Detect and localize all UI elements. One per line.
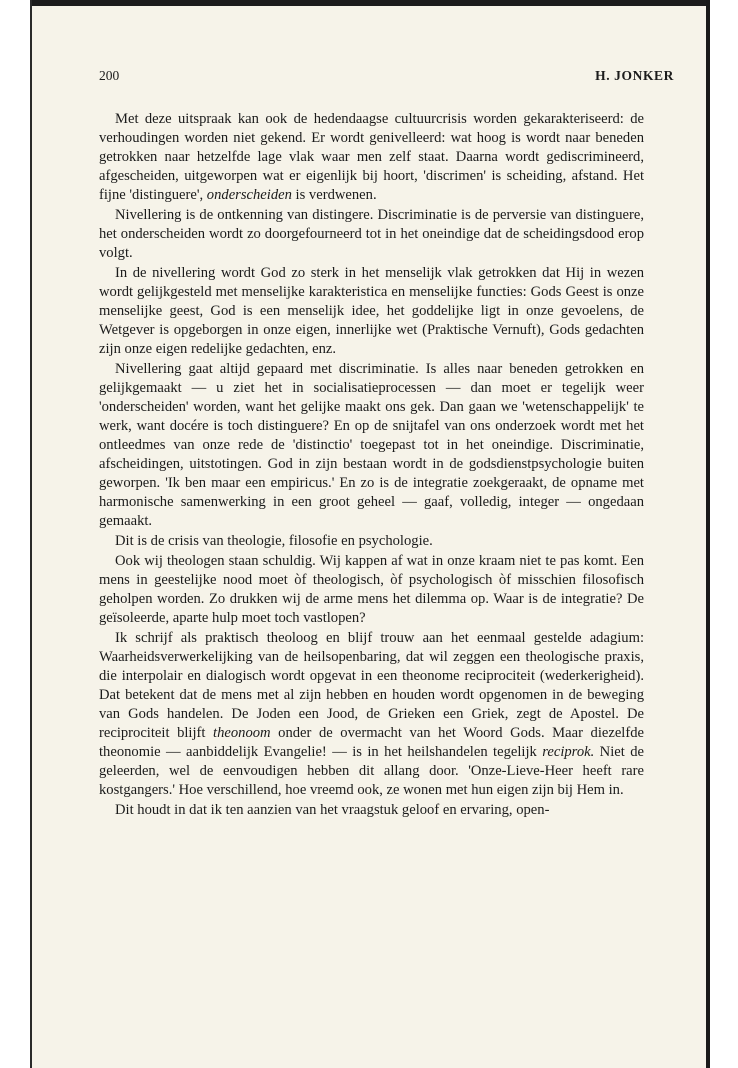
running-head-author: H. JONKER [595, 68, 674, 83]
text-run: Niet de geleerden, wel de eenvoudigen hebben dit allang door. 'Onze-Lieve-Heer heeft rare kostgangers.' Hoe verschillend, hoe vreemd ook, ze wonen met hun eigen zijn bij Hem in. [99, 743, 644, 798]
italic-text-run: theonoom [213, 725, 271, 741]
text-run: Nivellering is de ontkenning van distingere. Discriminatie is de perversie van distinguere, het onderscheiden wordt zo doorgefourneerd tot in het oneindige dat de scheidingsdood erop volgt. [99, 207, 644, 261]
paragraph [99, 110, 644, 205]
running-head [99, 68, 674, 90]
text-run: Dit houdt in dat ik ten aanzien van het vraagstuk geloof en ervaring, open- [115, 802, 550, 819]
paragraph [99, 264, 644, 359]
page-number: 200 [99, 68, 120, 83]
paragraph [99, 801, 644, 820]
text-run: Met deze uitspraak kan ook de hedendaagse cultuurcrisis worden gekarakteriseerd: de verhoudingen worden niet gekend. Er wordt genivelleerd: wat hoog is wordt naar beneden getrokken naar hetzelfde lage vlak waar men zelf staat. Daarna wordt gediscrimineerd, afgescheiden, uitgeworpen wat er eigenlijk bij hoort, 'discrimen' is scheiding, afstand. Het fijne 'distinguere', [99, 111, 644, 203]
paragraph [99, 532, 644, 551]
text-run: Dit is de crisis van theologie, filosofie en psychologie. [115, 532, 433, 549]
paragraph [99, 629, 644, 799]
text-run: Ik schrijf als praktisch theoloog en blijf trouw aan het eenmaal gestelde adagium: Waarheidsverwerkelijking van de heilsopenbaring, dat wil zeggen een theologische praxis, die interpolair en dialogisch wordt opgevat in een theonome reciprociteit (wederkerigheid). Dat betekent dat de mens met al zijn hebben en houden wordt opgenomen in de beweging van Gods handelen. De Joden een Jood, de Grieken een Griek, zegt de Apostel. De reciprociteit blijft [99, 630, 644, 741]
body-text [99, 110, 644, 822]
italic-text-run: reciprok. [542, 743, 595, 760]
text-run: is verdwenen. [291, 186, 377, 203]
text-run: Ook wij theologen staan schuldig. Wij kappen af wat in onze kraam niet te pas komt. Een mens in geestelijke nood moet òf theologisch, òf psychologisch òf misschien filosofisch geholpen worden. Zo drukken wij de arme mens het dilemma op. Waar is de integratie? De geïsoleerde, aparte hulp moet toch vastlopen? [99, 553, 644, 627]
text-run: Nivellering gaat altijd gepaard met discriminatie. Is alles naar beneden getrokken en gelijkgemaakt — u ziet het in socialisatieprocessen — dan moet er tegelijk weer 'onderscheiden' worden, want het gelijke maakt ons gek. Dan gaan we 'wetenschappelijk' te werk, want docére is toch distinguere? En op de snijtafel van ons onderzoek wordt met het ontleedmes van onze rede de 'distinctio' toegepast tot in het oneindige. Discriminatie, afscheidingen, uitstotingen. God in zijn bestaan wordt in de godsdienstpsychologie buiten geworpen. 'Ik ben maar een empiricus.' En zo is de integratie zoekgeraakt, de opname met harmonische samenwerking in een groot geheel — gaaf, volledig, integer — ongedaan gemaakt. [99, 361, 644, 529]
italic-text-run: onderscheiden [206, 186, 292, 203]
text-run: onder de overmacht van het Woord Gods. Maar diezelfde theonomie — aanbiddelijk Evangelie! — is in het heilshandelen tegelijk [99, 725, 644, 760]
paragraph [99, 206, 644, 263]
text-run: In de nivellering wordt God zo sterk in het menselijk vlak getrokken dat Hij in wezen wordt gelijkgesteld met menselijke karakteristica en menselijke functies: Gods Geest is onze menselijke geest, God is een menselijk idee, het goddelijke ligt in onze gevoelens, de Wetgever is opgeborgen in onze eigen, innerlijke wet (Praktische Vernuft), Gods gedachten zijn onze eigen redelijke gedachten, enz. [99, 265, 644, 357]
paragraph [99, 360, 644, 530]
scan-border-right [706, 0, 710, 1068]
paragraph [99, 552, 644, 628]
